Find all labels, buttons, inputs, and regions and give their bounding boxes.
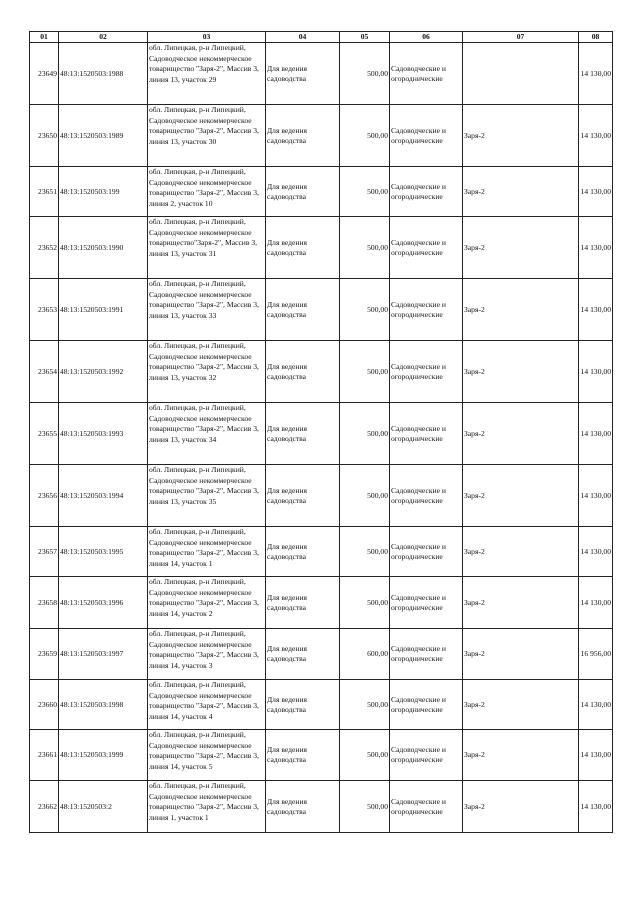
cadastral-value-cell: 14 130,00 xyxy=(579,465,613,527)
address-cell xyxy=(148,403,266,465)
permitted-use-cell: Для ведения садоводства xyxy=(266,43,340,105)
row-number-cell: 23651 xyxy=(30,167,59,217)
cadastral-value-cell: 14 130,00 xyxy=(579,403,613,465)
settlement-name-cell: Заря-2 xyxy=(463,730,579,781)
address-text: обл. Липецкая, р-н Липецкий, Садоводческое некоммерческое товарищество "Заря-2", Массив 3, линия 13, участок 32 xyxy=(149,341,259,382)
table-row xyxy=(30,577,613,629)
area-cell: 500,00 xyxy=(340,680,390,730)
area-cell: 500,00 xyxy=(340,105,390,167)
address-cell xyxy=(148,629,266,680)
cadastral-number-cell: 48:13:1520503:1992 xyxy=(59,341,148,403)
settlement-name-cell: Заря-2 xyxy=(463,105,579,167)
cadastral-value-cell: 14 130,00 xyxy=(579,43,613,105)
permitted-use-cell: Для ведения садоводства xyxy=(266,680,340,730)
row-number-cell: 23653 xyxy=(30,279,59,341)
address-text: обл. Липецкая, р-н Липецкий, Садоводческое некоммерческое товарищество "Заря-2", Массив 3, линия 14, участок 1 xyxy=(149,527,259,568)
address-text: обл. Липецкая, р-н Липецкий, Садоводческое некоммерческое товарищество "Заря-2", Массив 3, линия 2, участок 10 xyxy=(149,167,259,208)
area-cell: 500,00 xyxy=(340,403,390,465)
col-header-05: 05 xyxy=(340,32,390,43)
cadastral-number-cell: 48:13:1520503:2 xyxy=(59,781,148,833)
cadastral-number-cell: 48:13:1520503:1998 xyxy=(59,680,148,730)
cadastral-value-cell: 14 130,00 xyxy=(579,577,613,629)
address-text: обл. Липецкая, р-н Липецкий, Садоводческое некоммерческое товарищество "Заря-2", Массив 3, линия 13, участок 29 xyxy=(149,43,259,84)
permitted-use-cell: Для ведения садоводства xyxy=(266,781,340,833)
row-number-cell: 23658 xyxy=(30,577,59,629)
land-category-cell: Садоводческие и огороднические xyxy=(390,105,463,167)
cadastral-value-cell: 14 130,00 xyxy=(579,527,613,577)
col-header-06: 06 xyxy=(390,32,463,43)
settlement-name-cell: Заря-2 xyxy=(463,167,579,217)
cadastral-number-cell: 48:13:1520503:1991 xyxy=(59,279,148,341)
address-cell xyxy=(148,341,266,403)
address-cell xyxy=(148,527,266,577)
settlement-name-cell: Заря-2 xyxy=(463,781,579,833)
table-row xyxy=(30,43,613,105)
settlement-name-cell: Заря-2 xyxy=(463,403,579,465)
table-row xyxy=(30,680,613,730)
cadastral-number-cell: 48:13:1520503:1997 xyxy=(59,629,148,680)
table-row xyxy=(30,167,613,217)
settlement-name-cell: Заря-2 xyxy=(463,341,579,403)
land-category-cell: Садоводческие и огороднические xyxy=(390,629,463,680)
cadastral-value-cell: 14 130,00 xyxy=(579,167,613,217)
row-number-cell: 23661 xyxy=(30,730,59,781)
table-row xyxy=(30,279,613,341)
permitted-use-cell: Для ведения садоводства xyxy=(266,527,340,577)
area-cell: 500,00 xyxy=(340,577,390,629)
address-cell xyxy=(148,730,266,781)
cadastral-number-cell: 48:13:1520503:1996 xyxy=(59,577,148,629)
land-category-cell: Садоводческие и огороднические xyxy=(390,403,463,465)
address-cell xyxy=(148,217,266,279)
address-cell xyxy=(148,577,266,629)
table-row xyxy=(30,781,613,833)
land-category-cell: Садоводческие и огороднические xyxy=(390,43,463,105)
permitted-use-cell: Для ведения садоводства xyxy=(266,465,340,527)
cadastral-value-cell: 14 130,00 xyxy=(579,279,613,341)
row-number-cell: 23650 xyxy=(30,105,59,167)
permitted-use-cell: Для ведения садоводства xyxy=(266,403,340,465)
table-row xyxy=(30,629,613,680)
land-category-cell: Садоводческие и огороднические xyxy=(390,279,463,341)
address-cell xyxy=(148,43,266,105)
col-header-01: 01 xyxy=(30,32,59,43)
settlement-name-cell: Заря-2 xyxy=(463,680,579,730)
land-category-cell: Садоводческие и огороднические xyxy=(390,167,463,217)
address-cell xyxy=(148,167,266,217)
area-cell: 500,00 xyxy=(340,465,390,527)
address-text: обл. Липецкая, р-н Липецкий, Садоводческое некоммерческое товарищество "Заря-2", Массив 3, линия 14, участок 4 xyxy=(149,680,259,721)
col-header-03: 03 xyxy=(148,32,266,43)
table-row xyxy=(30,730,613,781)
land-category-cell: Садоводческие и огороднические xyxy=(390,577,463,629)
permitted-use-cell: Для ведения садоводства xyxy=(266,577,340,629)
row-number-cell: 23649 xyxy=(30,43,59,105)
settlement-name-cell: Заря-2 xyxy=(463,577,579,629)
row-number-cell: 23655 xyxy=(30,403,59,465)
land-category-cell: Садоводческие и огороднические xyxy=(390,781,463,833)
cadastral-value-cell: 14 130,00 xyxy=(579,680,613,730)
settlement-name-cell xyxy=(463,43,579,105)
row-number-cell: 23657 xyxy=(30,527,59,577)
table-row xyxy=(30,465,613,527)
land-category-cell: Садоводческие и огороднические xyxy=(390,527,463,577)
row-number-cell: 23656 xyxy=(30,465,59,527)
row-number-cell: 23652 xyxy=(30,217,59,279)
cadastral-value-cell: 16 956,00 xyxy=(579,629,613,680)
land-category-cell: Садоводческие и огороднические xyxy=(390,465,463,527)
cadastral-value-cell: 14 130,00 xyxy=(579,217,613,279)
col-header-08: 08 xyxy=(579,32,613,43)
cadastral-value-cell: 14 130,00 xyxy=(579,105,613,167)
address-cell xyxy=(148,680,266,730)
settlement-name-cell: Заря-2 xyxy=(463,465,579,527)
permitted-use-cell: Для ведения садоводства xyxy=(266,167,340,217)
permitted-use-cell: Для ведения садоводства xyxy=(266,279,340,341)
cadastral-number-cell: 48:13:1520503:1989 xyxy=(59,105,148,167)
table-row xyxy=(30,105,613,167)
header-row xyxy=(30,32,613,43)
area-cell: 500,00 xyxy=(340,43,390,105)
col-header-04: 04 xyxy=(266,32,340,43)
row-number-cell: 23654 xyxy=(30,341,59,403)
cadastral-number-cell: 48:13:1520503:1990 xyxy=(59,217,148,279)
address-text: обл. Липецкая, р-н Липецкий, Садоводческое некоммерческое товарищество "Заря-2", Массив 3, линия 13, участок 35 xyxy=(149,465,259,506)
permitted-use-cell: Для ведения садоводства xyxy=(266,730,340,781)
area-cell: 500,00 xyxy=(340,781,390,833)
land-category-cell: Садоводческие и огороднические xyxy=(390,680,463,730)
address-cell xyxy=(148,465,266,527)
area-cell: 500,00 xyxy=(340,167,390,217)
address-text: обл. Липецкая, р-н Липецкий, Садоводческое некоммерческое товарищество "Заря-2", Массив 3, линия 14, участок 5 xyxy=(149,730,259,771)
col-header-02: 02 xyxy=(59,32,148,43)
cadastral-number-cell: 48:13:1520503:1994 xyxy=(59,465,148,527)
settlement-name-cell: Заря-2 xyxy=(463,629,579,680)
cadastral-number-cell: 48:13:1520503:1995 xyxy=(59,527,148,577)
permitted-use-cell: Для ведения садоводства xyxy=(266,217,340,279)
settlement-name-cell: Заря-2 xyxy=(463,527,579,577)
area-cell: 500,00 xyxy=(340,341,390,403)
permitted-use-cell: Для ведения садоводства xyxy=(266,105,340,167)
cadastral-number-cell: 48:13:1520503:1993 xyxy=(59,403,148,465)
permitted-use-cell: Для ведения садоводства xyxy=(266,341,340,403)
cadastral-value-cell: 14 130,00 xyxy=(579,781,613,833)
row-number-cell: 23660 xyxy=(30,680,59,730)
area-cell: 500,00 xyxy=(340,527,390,577)
land-category-cell: Садоводческие и огороднические xyxy=(390,341,463,403)
address-text: обл. Липецкая, р-н Липецкий, Садоводческое некоммерческое товарищество"Заря-2", Массив 3, линия 13, участок 31 xyxy=(149,217,258,258)
address-text: обл. Липецкая, р-н Липецкий, Садоводческое некоммерческое товарищество "Заря-2", Массив 3, линия 13, участок 34 xyxy=(149,403,259,444)
cadastral-value-cell: 14 130,00 xyxy=(579,730,613,781)
table-row xyxy=(30,403,613,465)
address-text: обл. Липецкая, р-н Липецкий, Садоводческое некоммерческое товарищество "Заря-2", Массив 3, линия 14, участок 2 xyxy=(149,577,259,618)
table-row xyxy=(30,527,613,577)
register-table xyxy=(29,31,613,833)
area-cell: 500,00 xyxy=(340,730,390,781)
col-header-07: 07 xyxy=(463,32,579,43)
permitted-use-cell: Для ведения садоводства xyxy=(266,629,340,680)
row-number-cell: 23662 xyxy=(30,781,59,833)
address-cell xyxy=(148,279,266,341)
address-text: обл. Липецкая, р-н Липецкий, Садоводческое некоммерческое товарищество "Заря-2", Массив 3, линия 14, участок 3 xyxy=(149,629,259,670)
area-cell: 500,00 xyxy=(340,279,390,341)
cadastral-number-cell: 48:13:1520503:1988 xyxy=(59,43,148,105)
table-row xyxy=(30,217,613,279)
cadastral-number-cell: 48:13:1520503:1999 xyxy=(59,730,148,781)
cadastral-number-cell: 48:13:1520503:199 xyxy=(59,167,148,217)
address-text: обл. Липецкая, р-н Липецкий, Садоводческое некоммерческое товарищество "Заря-2", Массив 3, линия 13, участок 33 xyxy=(149,279,259,320)
settlement-name-cell: Заря-2 xyxy=(463,217,579,279)
address-text: обл. Липецкая, р-н Липецкий, Садоводческое некоммерческое товарищество "Заря-2", Массив 3, линия 1, участок 1 xyxy=(149,781,259,822)
row-number-cell: 23659 xyxy=(30,629,59,680)
area-cell: 500,00 xyxy=(340,217,390,279)
area-cell: 600,00 xyxy=(340,629,390,680)
address-cell xyxy=(148,105,266,167)
land-category-cell: Садоводческие и огороднические xyxy=(390,217,463,279)
cadastral-value-cell: 14 130,00 xyxy=(579,341,613,403)
address-cell xyxy=(148,781,266,833)
table-row xyxy=(30,341,613,403)
settlement-name-cell: Заря-2 xyxy=(463,279,579,341)
land-category-cell: Садоводческие и огороднические xyxy=(390,730,463,781)
address-text: обл. Липецкая, р-н Липецкий, Садоводческое некоммерческое товарищество "Заря-2", Массив 3, линия 13, участок 30 xyxy=(149,105,259,146)
